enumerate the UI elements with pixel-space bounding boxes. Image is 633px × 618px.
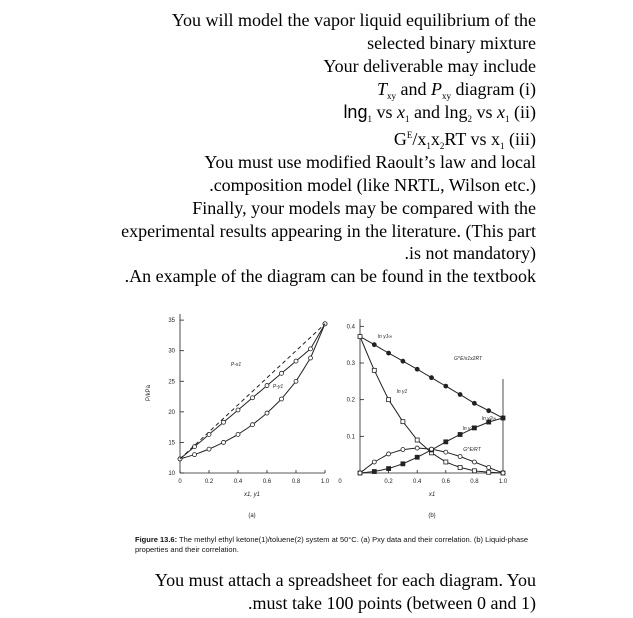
- data-point: [372, 470, 376, 474]
- data-point: [372, 368, 376, 372]
- data-point: [458, 455, 462, 459]
- annotation-1: ln γ1∞: [377, 334, 393, 340]
- data-point: [387, 351, 391, 355]
- data-point: [294, 379, 298, 383]
- x-symbol: x: [430, 129, 440, 149]
- g-symbol: G: [393, 129, 407, 149]
- annotation-5: ln γ2: [462, 426, 474, 432]
- xy-subscript: xy: [442, 91, 452, 101]
- x-tick-label: 0.8: [470, 479, 479, 485]
- caption-text: The methyl ethyl ketone(1)/toluene(2) system at 50°C. (a) Pxy data and their correlation. (b) Liquid-phase properties and their correlation.: [135, 535, 529, 554]
- vs-word: vs: [476, 102, 493, 122]
- data-point: [265, 384, 269, 388]
- chart-a-label: (a): [248, 513, 256, 519]
- data-point: [251, 396, 255, 400]
- data-point: [372, 343, 376, 347]
- caption-figure-number: Figure 13.6:: [135, 535, 178, 544]
- y-axis-label: P/kPa: [146, 384, 152, 402]
- data-point: [487, 466, 491, 470]
- annotation-p-x1: P-x1: [230, 362, 242, 368]
- data-point: [207, 447, 211, 451]
- data-point: [458, 433, 462, 437]
- x-tick-label: 0.6: [441, 479, 450, 485]
- t-symbol: T: [377, 79, 388, 99]
- data-point: [387, 467, 391, 471]
- text-line-7: You must use modified Raoult’s law and local: [204, 152, 536, 172]
- over-x: /x: [412, 129, 427, 149]
- text-line-3: Your deliverable may include: [323, 56, 536, 76]
- x-tick-label: 0.2: [204, 479, 214, 485]
- chart-b-liquid-properties: [338, 319, 508, 519]
- y-tick-label: 10: [168, 471, 175, 477]
- chart-a-pxy: [146, 314, 330, 519]
- data-point: [415, 446, 419, 450]
- data-point: [444, 384, 448, 388]
- data-point: [444, 460, 448, 464]
- data-point: [444, 440, 448, 444]
- data-point: [294, 359, 298, 363]
- diagram-iii-label: (iii): [509, 129, 536, 149]
- x-tick-label: 0.8: [291, 479, 301, 485]
- p-symbol: P: [431, 79, 443, 99]
- data-point: [236, 408, 240, 412]
- data-point: [387, 398, 391, 402]
- data-point: [415, 438, 419, 442]
- sub-1: 1: [426, 141, 431, 151]
- data-point: [401, 420, 405, 424]
- x-axis-label: x1, y1: [243, 492, 261, 498]
- lng1: lng: [343, 102, 368, 122]
- data-point: [280, 397, 284, 401]
- sub-1: 1: [500, 141, 505, 151]
- diagram-ii-label: (ii): [514, 102, 536, 122]
- bottom-line-1: You must attach a spreadsheet for each diagram. You: [154, 570, 536, 590]
- vs-word: vs: [376, 102, 393, 122]
- y-tick-label: 15: [168, 440, 175, 447]
- bottom-line-2: .must take 100 points (between 0 and 1): [248, 593, 536, 613]
- y-tick-label: 0.4: [346, 324, 355, 331]
- x-tick-label: 0: [178, 479, 182, 485]
- data-point: [387, 452, 391, 456]
- data-point: [458, 393, 462, 397]
- sub-1: 1: [505, 114, 510, 124]
- data-point: [251, 423, 255, 427]
- sub-1: 1: [404, 114, 410, 124]
- text-line-9: Finally, your models may be compared with the: [192, 198, 536, 218]
- sub-2: 2: [439, 141, 445, 151]
- rt-vs-x: RT vs x: [444, 129, 500, 149]
- data-point: [401, 462, 405, 466]
- y-tick-label: 0.2: [346, 397, 355, 404]
- x-tick-label: 0.6: [262, 479, 272, 485]
- y-tick-label: 0.1: [346, 434, 355, 441]
- data-point: [401, 448, 405, 452]
- data-point: [280, 371, 284, 375]
- data-point: [430, 447, 434, 451]
- x-axis-label: x1: [428, 492, 436, 498]
- data-point: [358, 335, 362, 339]
- y-tick-label: 25: [168, 379, 175, 386]
- data-point: [401, 359, 405, 363]
- x-tick-label: 0: [338, 479, 342, 485]
- data-point: [193, 453, 197, 457]
- data-point: [265, 411, 269, 415]
- data-point: [358, 471, 362, 475]
- annotation-p-y1: P-y1: [272, 384, 284, 390]
- annotation-6: G^E/RT: [463, 447, 481, 453]
- y-tick-label: 0.3: [346, 361, 355, 367]
- data-point: [487, 470, 491, 474]
- data-point: [415, 455, 419, 459]
- data-point: [430, 376, 434, 380]
- data-point: [501, 416, 505, 420]
- text-line-10: experimental results appearing in the literature. (This part: [121, 221, 536, 241]
- data-point: [487, 409, 491, 413]
- y-tick-label: 20: [168, 409, 175, 416]
- annotation-2: G^E/x1x2RT: [453, 356, 483, 362]
- data-point: [222, 420, 226, 424]
- data-point: [236, 432, 240, 436]
- figure-caption: [135, 535, 555, 555]
- x-tick-label: 1.0: [498, 479, 508, 485]
- diagram-i-label: diagram (i): [455, 79, 536, 99]
- x-tick-label: 0.4: [413, 479, 422, 485]
- x-tick-label: 1.0: [320, 479, 330, 485]
- text-line-11: .is not mandatory): [404, 243, 536, 263]
- data-point: [222, 440, 226, 444]
- data-point: [472, 460, 476, 464]
- y-tick-label: 30: [168, 348, 175, 355]
- text-line-1: You will model the vapor liquid equilibrium of the: [171, 10, 536, 30]
- text-line-12: .An example of the diagram can be found in the textbook: [124, 266, 536, 286]
- x-tick-label: 0.4: [233, 479, 243, 485]
- annotation-3: ln γ1: [396, 389, 408, 395]
- sub-2: 2: [467, 114, 472, 124]
- data-point: [309, 347, 313, 351]
- data-point: [501, 471, 505, 475]
- data-point: [444, 450, 448, 454]
- annotation-4: ln γ2∞: [481, 416, 497, 422]
- and-word: and: [400, 79, 427, 99]
- chart-b-label: (b): [428, 513, 436, 519]
- data-point: [472, 401, 476, 405]
- data-point: [458, 466, 462, 470]
- data-point: [372, 460, 376, 464]
- sub-1: 1: [367, 114, 372, 124]
- data-point: [309, 356, 313, 360]
- x-tick-label: 0.2: [384, 479, 393, 485]
- and-lng2: and lng: [413, 102, 468, 122]
- data-point: [472, 469, 476, 473]
- data-point: [415, 367, 419, 371]
- x-symbol: x: [396, 102, 405, 122]
- xy-subscript: xy: [387, 91, 397, 101]
- e-superscript: E: [406, 130, 413, 140]
- series-line-3: [180, 324, 325, 459]
- text-line-8: .composition model (like NRTL, Wilson etc.): [209, 175, 536, 195]
- y-tick-label: 35: [168, 318, 175, 325]
- x-symbol: x: [497, 102, 505, 122]
- text-line-2: selected binary mixture: [367, 33, 536, 53]
